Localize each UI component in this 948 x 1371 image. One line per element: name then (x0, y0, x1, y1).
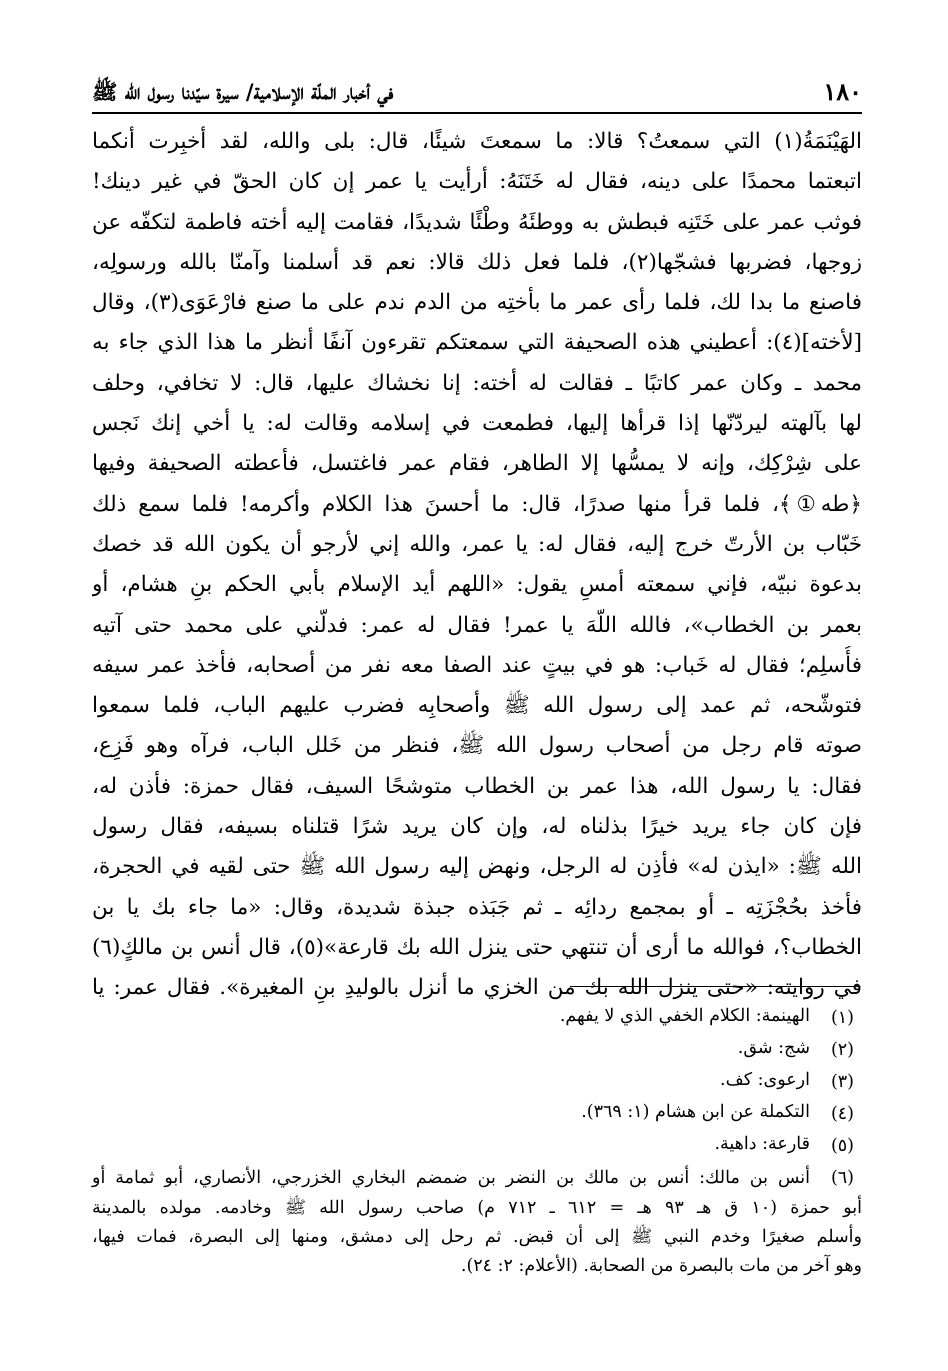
footnote (92, 1002, 862, 1034)
footnotes (92, 1002, 862, 1281)
text-line: فاصنع ما بدا لك، فلما رأى عمر ما بأختِه من الدم ندم على ما صنع فارْعَوَى(٣)، وقال (92, 290, 862, 316)
text-line: زوجها، فضربها فشجّها(٢)، فلما فعل ذلك قالا: نعم قد أسلمنا وآمنّا بالله ورسولِه، (92, 249, 862, 275)
footnote-number: (٦) (830, 1168, 854, 1188)
footnote (92, 1098, 862, 1130)
main-text (92, 122, 862, 1009)
footnote-text: ارعوى: كف. (720, 1070, 810, 1090)
footnote-separator (570, 986, 860, 987)
text-line: على شِرْكِك، وإنه لا يمسُّها إلا الطاهر، فقام عمر فاغتسل، فأعطته الصحيفة وفيها (92, 451, 862, 477)
text-line: محمد ـ وكان عمر كاتبًا ـ فقالت له أخته: إنا نخشاك عليها، قال: لا تخافي، وحلف (92, 370, 862, 396)
text-line: فإن كان جاء يريد خيرًا بذلناه له، وإن كان يريد شرًا قتلناه بسيفه، فقال رسول (92, 814, 862, 840)
footnote-text: قارعة: داهية. (714, 1134, 810, 1154)
footnote-number: (٤) (830, 1104, 854, 1124)
footnote-text: شج: شق. (737, 1038, 810, 1058)
footnote-number: (٥) (830, 1136, 854, 1156)
footnote-text: أنس بن مالك: أنس بن مالك بن النضر بن ضمضم البخاري الخزرجي، الأنصاري، أبو ثمامة أو (92, 1168, 810, 1188)
footnote (92, 1034, 862, 1066)
text-line: فأخذ بحُجْزَتِه ـ أو بمجمع ردائِه ـ ثم جَبَذه جبذة شديدة، وقال: «ما جاء بك يا بن (92, 894, 862, 920)
page-header (92, 74, 862, 114)
footnote (92, 1130, 862, 1162)
footnote-text: أبو حمزة (١٠ ق هـ ٩٣ هـ = ٦١٢ ـ ٧١٢ م) صاحب رسول الله ﷺ وخادمه. مولده بالمدينة (92, 1198, 862, 1218)
footnote (92, 1162, 862, 1194)
text-line: فأُسلِم؛ فقال له خَباب: هو في بيتٍ عند الصفا معه نفر من أصحابه، فأخذ عمر سيفه (92, 652, 862, 678)
text-line: الهَيْنَمَةُ(١) التي سمعتُ؟ قالا: ما سمعتَ شيئًا، قال: بلى والله، لقد أخبِرت أنكما (92, 129, 862, 154)
footnote-text: الهينمة: الكلام الخفي الذي لا يفهم. (559, 1006, 810, 1026)
text-line: [لأخته](٤): أعطيني هذه الصحيفة التي سمعتكم تقرءون آنفًا أنظر ما هذا الذي جاء به (92, 330, 862, 356)
text-line: بدعوة نبيّه، فإني سمعته أمسِ يقول: «اللهم أيد الإسلام بأبي الحكم بنِ هشام، أو (92, 572, 862, 598)
text-line: بعمر بن الخطاب»، فالله اللّهَ يا عمر! فقال له عمر: فدلّني على محمد حتى آتيه (92, 612, 862, 638)
footnote-number: (١) (830, 1008, 854, 1028)
text-line: صوته قام رجل من أصحاب رسول الله ﷺ، فنظر من خَلل الباب، فرآه وهو فَزِع، (92, 733, 862, 759)
footnote-number: (٣) (830, 1072, 854, 1092)
text-line: الله ﷺ: «ايذن له» فأذِن له الرجل، ونهض إليه رسول الله ﷺ حتى لقيه في الحجرة، (92, 854, 862, 880)
footnote-text: التكملة عن ابن هشام (١: ٣٦٩). (581, 1102, 810, 1122)
running-title: في أخبار الملّة الإسلامية/ سيرة سيّدنا رسول الله ﷺ (92, 79, 394, 104)
footnote-text: وهو آخر من مات بالبصرة من الصحابة. (الأعلام: ٢: ٢٤). (460, 1256, 862, 1276)
footnote-text: وأسلم صغيرًا وخدم النبي ﷺ إلى أن قبض. ثم رحل إلى دمشق، ومنها إلى البصرة، فمات فيها، (92, 1227, 862, 1247)
footnote (92, 1066, 862, 1098)
text-line: فتوشّحه، ثم عمد إلى رسول الله ﷺ وأصحابِه فضرب عليهم الباب، فلما سمعوا (92, 693, 862, 719)
header-rule (92, 112, 862, 114)
text-line: اتبعتما محمدًا على دينه، فقال له خَتَنَهُ: أرأيت يا عمر إن كان الحقّ في غير دينك! (92, 169, 862, 195)
text-line: الخطاب؟، فوالله ما أرى أن تنتهي حتى ينزل الله بك قارعة»(٥)، قال أنس بن مالكٍ(٦) (92, 934, 862, 960)
text-line: لها بآلهته ليردّنّها إذا قرأها إليها، فطمعت في إسلامه وقالت له: يا أخي إنك نَجس (92, 411, 862, 437)
footnote-number: (٢) (830, 1040, 854, 1060)
page-number: ١٨٠ (823, 77, 862, 106)
text-line: ﴿طه①﴾، فلما قرأ منها صدرًا، قال: ما أحسنَ هذا الكلام وأكرمه! فلما سمع ذلك (92, 491, 862, 517)
text-line: خَبّاب بن الأرتّ خرج إليه، فقال له: يا عمر، والله إني لأرجو أن يكون الله قد خصك (92, 531, 862, 557)
text-line: في روايته: «حتى ينزل الله بك من الخزي ما أنزل بالوليدِ بنِ المغيرة». فقال عمر: يا (92, 975, 862, 1001)
text-line: فوثب عمر على خَتَنِه فبطش به ووطئَهُ وطْئًا شديدًا، فقامت إليه أخته فاطمة لتكفّه عن (92, 209, 862, 235)
text-line: فقال: يا رسول الله، هذا عمر بن الخطاب متوشحًا السيف، فقال حمزة: فأذن له، (92, 773, 862, 799)
